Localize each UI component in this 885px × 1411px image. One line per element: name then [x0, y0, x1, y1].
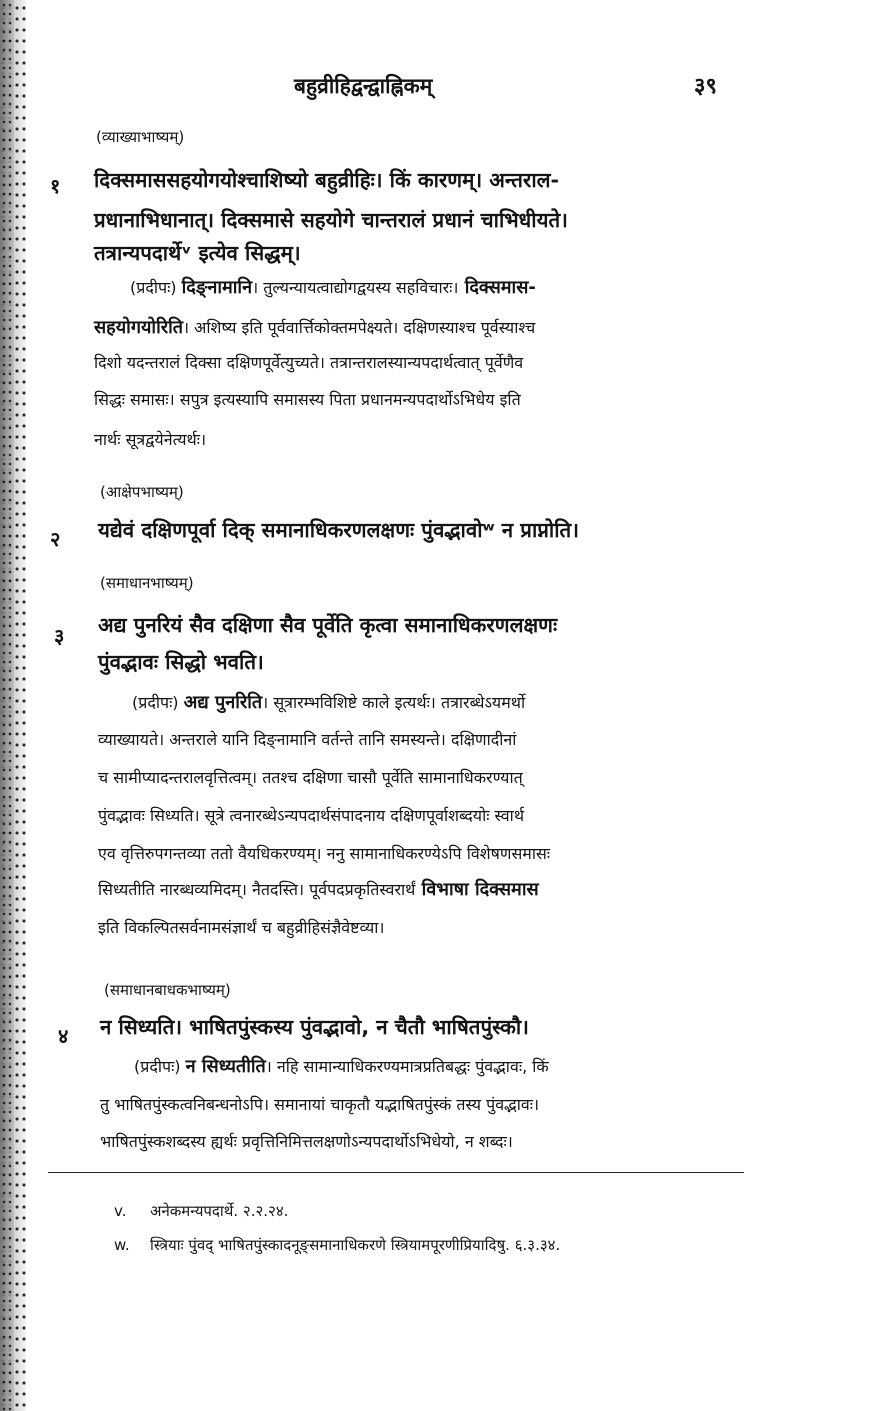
s3-comm-line — [132, 683, 525, 723]
pradipa-marker: (प्रदीपः) — [132, 693, 184, 712]
s2-main-line: यद्येवं दक्षिणपूर्वा दिक् समानाधिकरणलक्षणः पुंवद्भावोʷ न प्राप्नोति। — [98, 518, 580, 542]
section-2-number: २ — [50, 527, 61, 551]
comm-text: । अशिष्य इति पूर्ववार्त्तिकोक्तमपेक्ष्यते। दक्षिणस्याश्च पूर्वस्याश्च — [183, 318, 536, 337]
section-2-label: (आक्षेपभाष्यम्) — [100, 483, 184, 501]
pratika: अद्य पुनरिति — [183, 692, 263, 713]
section-1-number: १ — [50, 174, 61, 198]
s1-comm-line: नार्थः सूत्रद्वयेनेत्यर्थः। — [94, 430, 207, 449]
s3-comm-line: पुंवद्भावः सिध्यति। सूत्रे त्वनारब्धेऽन्यपदार्थसंपादनाय दक्षिणपूर्वाशब्दयोः स्वार्थ — [98, 806, 525, 825]
footnote-text: अनेकमन्यपदार्थे. २.२.२४. — [150, 1202, 289, 1220]
s4-main-line: न सिध्यति। भाषितपुंस्कस्य पुंवद्भावो, न चैतौ भाषितपुंस्कौ। — [100, 1015, 529, 1039]
s3-main-line: अद्य पुनरियं सैव दक्षिणा सैव पूर्वेति कृत्वा समानाधिकरणलक्षणः — [98, 613, 558, 637]
pratika: न सिध्यतीति — [185, 1056, 266, 1077]
comm-text: । तुल्यन्यायत्वाद्योगद्वयस्य सहविचारः। — [252, 278, 459, 297]
pratika: दिङ्नामानि — [181, 277, 253, 298]
s3-main-line: पुंवद्भावः सिद्धो भवति। — [98, 650, 264, 674]
s4-comm-line: भाषितपुंस्कशब्दस्य ह्यर्थः प्रवृत्तिनिमित्तलक्षणोऽन्यपदार्थोऽभिधेयो, न शब्दः। — [100, 1132, 513, 1151]
s3-comm-line: इति विकल्पितसर्वनामसंज्ञार्थं च बहुव्रीहिसंज्ञैवेष्टव्या। — [98, 918, 385, 937]
section-4-label: (समाधानबाधकभाष्यम्) — [104, 981, 231, 999]
s1-main-line: प्रधानाभिधानात्। दिक्समासे सहयोगे चान्तरालं प्रधानं चाभिधीयते। — [94, 208, 568, 232]
pradipa-marker: (प्रदीपः) — [134, 1057, 186, 1076]
s1-comm-line — [130, 268, 536, 308]
pradipa-marker: (प्रदीपः) — [130, 278, 182, 297]
comm-text: सिध्यतीति नारब्धव्यमिदम्। नैतदस्ति। पूर्वपदप्रकृतिस्वरार्थं — [98, 880, 416, 899]
s4-comm-line — [134, 1047, 549, 1087]
pratika: सहयोगयोरिति — [94, 317, 184, 338]
s1-comm-line: दिशो यदन्तरालं दिक्सा दक्षिणपूर्वेत्युच्यते। तत्रान्तरालस्यान्यपदार्थत्वात् पूर्वेणैव — [94, 353, 524, 372]
s3-comm-line: एव वृत्तिरुपगन्तव्या ततो वैयधिकरण्यम्। ननु सामानाधिकरण्येऽपि विशेषणसमासः — [98, 844, 551, 863]
comm-text: । सूत्रारम्भविशिष्टे काले इत्यर्थः। तत्रारब्धेऽयमर्थो — [262, 693, 526, 712]
s3-comm-line — [98, 870, 539, 910]
s3-comm-line: च सामीप्यादन्तरालवृत्तित्वम्। ततश्च दक्षिणा चासौ पूर्वेति सामानाधिकरण्यात् — [98, 768, 523, 787]
footnote — [114, 1235, 560, 1255]
footnote-rule — [48, 1172, 744, 1173]
s4-comm-line: तु भाषितपुंस्कत्वनिबन्धनोऽपि। समानायां चाकृतौ यद्भाषितपुंस्कं तस्य पुंवद्भावः। — [100, 1095, 540, 1114]
s1-main-line: दिक्समाससहयोगयोश्चाशिष्यो बहुव्रीहिः। किं कारणम्। अन्तराल- — [94, 168, 560, 192]
page-number: ३९ — [694, 74, 717, 99]
s1-comm-line: सिद्धः समासः। सपुत्र इत्यस्यापि समासस्य पिता प्रधानमन्यपदार्थोऽभिधेय इति — [94, 390, 521, 409]
s1-main-line: तत्रान्यपदार्थेᵛ इत्येव सिद्धम्। — [94, 241, 301, 265]
page-binding-shadow — [0, 0, 14, 1411]
s1-comm-line — [94, 308, 535, 348]
running-head: बहुव्रीहिद्वन्द्वाह्निकम् — [294, 74, 433, 98]
footnote-text: स्त्रियाः पुंवद् भाषितपुंस्कादनूङ्समानाधिकरणे स्त्रियामपूरणीप्रियादिषु. ६.३.३४. — [150, 1236, 561, 1254]
s3-comm-line: व्याख्यायते। अन्तराले यानि दिङ्नामानि वर्तन्ते तानि समस्यन्ते। दक्षिणादीनां — [98, 730, 517, 749]
footnote-mark: w. — [114, 1236, 130, 1254]
section-4-number: ४ — [58, 1024, 69, 1048]
comm-text: । नहि सामान्याधिकरण्यमात्रप्रतिबद्धः पुंवद्भावः, किं — [265, 1057, 549, 1076]
section-3-number: ३ — [54, 624, 65, 648]
pratika: विभाषा दिक्समास — [415, 879, 539, 900]
section-1-label: (व्याख्याभाष्यम्) — [96, 128, 185, 146]
footnote-mark: v. — [114, 1202, 127, 1220]
section-3-label: (समाधानभाष्यम्) — [100, 574, 194, 592]
pratika: दिक्समास- — [458, 277, 536, 298]
footnote — [114, 1201, 288, 1221]
